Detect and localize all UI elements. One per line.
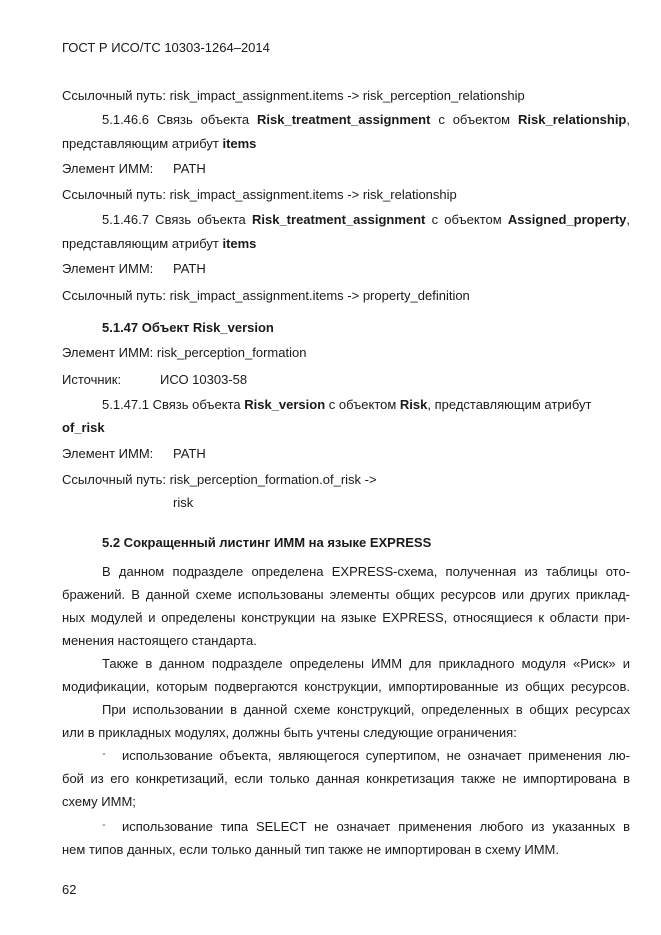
section-5-1-46-6-heading: 5.1.46.6 Связь объекта Risk_treatment_assignment с объектом Risk_relationship, <box>102 112 630 127</box>
source-label: Источник: <box>62 372 122 387</box>
paragraph-line: менения настоящего стандарта. <box>62 633 257 648</box>
paragraph-line: или в прикладных модулях, должны быть учтены следующие ограничения: <box>62 725 517 740</box>
mim-element-line: Элемент ИММ: risk_perception_formation <box>62 345 307 360</box>
paragraph-line: ных модулей и определены конструкции на языке EXPRESS, относящиеся к области при- <box>62 610 630 625</box>
mim-element-value: PATH <box>173 446 206 461</box>
paragraph-line: Также в данном подразделе определены ИММ для прикладного модуля «Риск» и <box>102 656 630 671</box>
page-number: 62 <box>62 882 77 897</box>
document-header: ГОСТ Р ИСО/ТС 10303-1264–2014 <box>62 40 270 55</box>
paragraph-line: В данном подразделе определена EXPRESS-схема, полученная из таблицы ото- <box>102 564 630 579</box>
list-item-line: схему ИММ; <box>62 794 136 809</box>
paragraph-line: модификации, которым подвергаются конструкции, импортированные из общих ресурсов. <box>62 679 630 694</box>
source-value: ИСО 10303-58 <box>160 372 248 387</box>
bullet-dash: - <box>102 748 106 760</box>
list-item-line: нем типов данных, если только данный тип также не импортирован в схему ИММ. <box>62 842 560 857</box>
list-item-line: использование объекта, являющегося супертипом, не означает применения лю- <box>122 748 630 763</box>
reference-path: Ссылочный путь: risk_impact_assignment.items -> risk_perception_relationship <box>62 88 525 103</box>
list-item-line: бой из его конкретизаций, если только данная конкретизация также не импортирована в <box>62 771 630 786</box>
section-5-2-title: 5.2 Сокращенный листинг ИММ на языке EXPRESS <box>102 535 432 550</box>
section-5-1-46-6-attribute: представляющим атрибут items <box>62 136 257 151</box>
section-5-1-46-7-attribute: представляющим атрибут items <box>62 236 257 251</box>
section-5-1-47-title: 5.1.47 Объект Risk_version <box>102 320 274 335</box>
section-5-1-47-1-attribute: of_risk <box>62 420 105 435</box>
mim-element-value: PATH <box>173 161 206 176</box>
mim-element-value: PATH <box>173 261 206 276</box>
section-5-1-47-1-heading: 5.1.47.1 Связь объекта Risk_version с объектом Risk, представляющим атрибут <box>102 397 592 412</box>
bullet-dash: - <box>102 819 106 831</box>
mim-element-label: Элемент ИММ: <box>62 161 154 176</box>
mim-element-label: Элемент ИММ: <box>62 446 154 461</box>
paragraph-line: бражений. В данной схеме использованы элементы общих ресурсов или других приклад- <box>62 587 630 602</box>
reference-path: Ссылочный путь: risk_impact_assignment.items -> property_definition <box>62 288 470 303</box>
list-item-line: использование типа SELECT не означает применения любого из указанных в <box>122 819 630 834</box>
paragraph-line: При использовании в данной схеме конструкций, определенных в общих ресурсах <box>102 702 630 717</box>
reference-path: Ссылочный путь: risk_impact_assignment.items -> risk_relationship <box>62 187 457 202</box>
reference-path-continued: risk <box>173 495 194 510</box>
reference-path: Ссылочный путь: risk_perception_formation.of_risk -> <box>62 472 377 487</box>
mim-element-label: Элемент ИММ: <box>62 261 154 276</box>
section-5-1-46-7-heading: 5.1.46.7 Связь объекта Risk_treatment_assignment с объектом Assigned_property, <box>102 212 631 227</box>
